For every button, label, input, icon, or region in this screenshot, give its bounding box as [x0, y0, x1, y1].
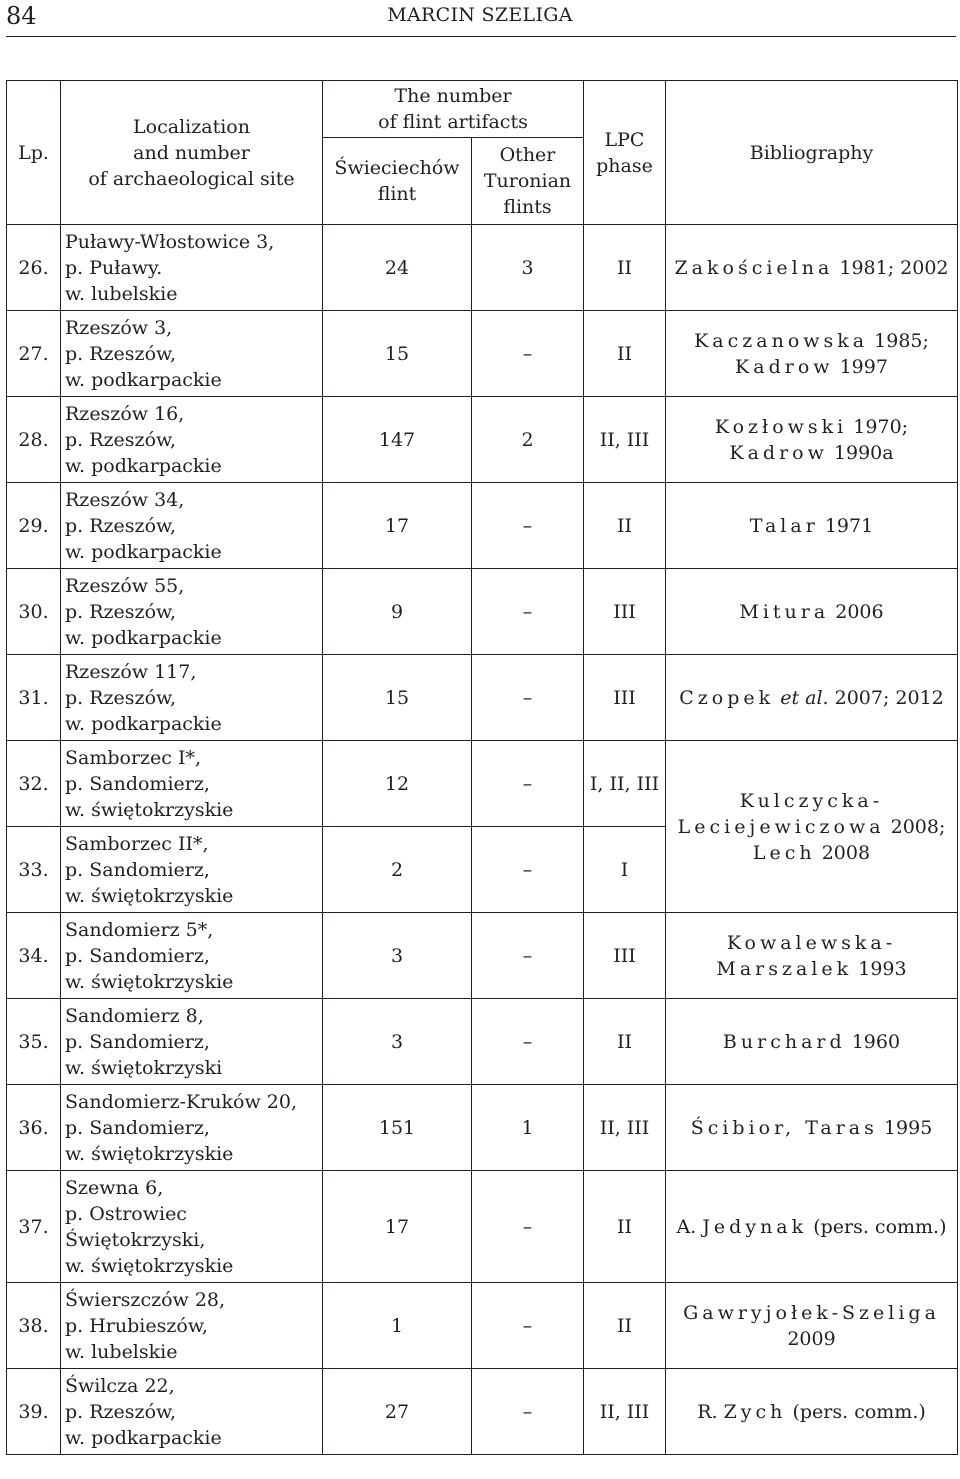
- bibliography-cell: [666, 1171, 958, 1283]
- turonian-count: –: [472, 913, 584, 999]
- page-header: [0, 0, 960, 36]
- bibliography-segment: 2008;: [884, 815, 946, 838]
- sites-table: [6, 80, 958, 1455]
- row-number: 35.: [7, 999, 61, 1085]
- lpc-phase: II, III: [584, 1369, 666, 1455]
- site-line: p. Sandomierz,: [65, 772, 210, 795]
- row-number: 30.: [7, 569, 61, 655]
- lpc-phase: II: [584, 999, 666, 1085]
- site-localization: [61, 827, 323, 913]
- table-row: [7, 999, 958, 1085]
- page-number: 84: [6, 2, 37, 30]
- bibliography-segment: Czopek: [679, 686, 775, 709]
- bibliography-segment: Kadrow: [735, 355, 834, 378]
- bibliography-cell: [666, 483, 958, 569]
- table-row: [7, 483, 958, 569]
- site-line: w. świętokrzyskie: [65, 1254, 234, 1277]
- bibliography-cell: [666, 913, 958, 999]
- bibliography-segment: Burchard: [722, 1030, 846, 1053]
- swieciechow-count: 151: [323, 1085, 472, 1171]
- site-line: Świętokrzyski,: [65, 1228, 206, 1251]
- lpc-phase: I: [584, 827, 666, 913]
- turonian-count: 3: [472, 225, 584, 311]
- bibliography-cell: [666, 311, 958, 397]
- row-number: 33.: [7, 827, 61, 913]
- turonian-count: –: [472, 1171, 584, 1283]
- bibliography-segment: 1970;: [847, 415, 909, 438]
- turonian-count: –: [472, 741, 584, 827]
- col-header-bibliography: Bibliography: [666, 81, 958, 225]
- row-number: 36.: [7, 1085, 61, 1171]
- site-line: p. Sandomierz,: [65, 1030, 210, 1053]
- site-line: w. lubelskie: [65, 282, 178, 305]
- lpc-phase: III: [584, 913, 666, 999]
- site-line: Rzeszów 55,: [65, 574, 185, 597]
- site-line: w. świętokrzyskie: [65, 884, 234, 907]
- table-row: [7, 655, 958, 741]
- table-row: [7, 1085, 958, 1171]
- bibliography-segment: Gawryjołek-Szeliga: [683, 1301, 940, 1324]
- bibliography-segment: 1981; 2002: [833, 256, 949, 279]
- bibliography-segment: Kulczycka-Leciejewiczowa: [677, 789, 885, 838]
- site-localization: [61, 311, 323, 397]
- row-number: 28.: [7, 397, 61, 483]
- col-header-lpc-phase: LPC phase: [584, 81, 666, 225]
- site-line: p. Rzeszów,: [65, 342, 177, 365]
- bibliography-segment: Jedynak: [702, 1215, 808, 1238]
- header-rule: [6, 36, 956, 37]
- bibliography-segment: 1993: [852, 957, 907, 980]
- table-row: [7, 225, 958, 311]
- swieciechow-count: 2: [323, 827, 472, 913]
- bibliography-cell: [666, 999, 958, 1085]
- site-line: Świlcza 22,: [65, 1374, 175, 1397]
- swieciechow-count: 3: [323, 999, 472, 1085]
- site-line: w. świętokrzyskie: [65, 1142, 234, 1165]
- bibliography-segment: Kaczanowska: [694, 329, 869, 352]
- site-line: p. Sandomierz,: [65, 1116, 210, 1139]
- swieciechow-count: 24: [323, 225, 472, 311]
- swieciechow-count: 9: [323, 569, 472, 655]
- table-row: [7, 1369, 958, 1455]
- bibliography-segment: (pers. comm.): [786, 1400, 926, 1423]
- col-header-turonian: Other Turonian flints: [472, 138, 584, 225]
- site-line: w. podkarpackie: [65, 540, 222, 563]
- turonian-count: –: [472, 999, 584, 1085]
- site-line: p. Rzeszów,: [65, 1400, 177, 1423]
- bibliography-segment: 1997: [833, 355, 888, 378]
- bibliography-segment: 1995: [877, 1116, 933, 1139]
- swieciechow-count: 3: [323, 913, 472, 999]
- bibliography-segment: Zych: [723, 1400, 787, 1423]
- bibliography-cell: [666, 397, 958, 483]
- bibliography-segment: A.: [676, 1215, 703, 1238]
- turonian-count: –: [472, 1369, 584, 1455]
- site-line: w. podkarpackie: [65, 454, 222, 477]
- site-localization: [61, 1283, 323, 1369]
- row-number: 34.: [7, 913, 61, 999]
- site-line: p. Hrubieszów,: [65, 1314, 208, 1337]
- site-localization: [61, 397, 323, 483]
- site-line: Świerszczów 28,: [65, 1288, 226, 1311]
- bibliography-segment: 2006: [829, 600, 884, 623]
- bibliography-segment: Kozłowski: [714, 415, 848, 438]
- site-line: p. Puławy.: [65, 256, 163, 279]
- site-line: Puławy-Włostowice 3,: [65, 230, 275, 253]
- row-number: 37.: [7, 1171, 61, 1283]
- site-line: Rzeszów 34,: [65, 488, 185, 511]
- site-line: Szewna 6,: [65, 1176, 164, 1199]
- bibliography-segment: Zakościelna: [674, 256, 834, 279]
- turonian-count: –: [472, 1283, 584, 1369]
- col-header-lp: Lp.: [7, 81, 61, 225]
- site-line: Samborzec I*,: [65, 746, 202, 769]
- row-number: 32.: [7, 741, 61, 827]
- turonian-count: 1: [472, 1085, 584, 1171]
- row-number: 31.: [7, 655, 61, 741]
- bibliography-segment: et al.: [780, 686, 829, 709]
- table-row: [7, 397, 958, 483]
- col-header-flint-count: The number of flint artifacts: [323, 81, 584, 138]
- site-line: p. Rzeszów,: [65, 428, 177, 451]
- bibliography-segment: Kowalewska-Marszalek: [716, 931, 897, 980]
- bibliography-segment: Talar: [749, 514, 819, 537]
- table-row: [7, 311, 958, 397]
- lpc-phase: II: [584, 483, 666, 569]
- site-localization: [61, 913, 323, 999]
- bibliography-segment: (pers. comm.): [807, 1215, 947, 1238]
- site-line: w. lubelskie: [65, 1340, 178, 1363]
- lpc-phase: I, II, III: [584, 741, 666, 827]
- bibliography-segment: Ścibior, Taras: [690, 1116, 878, 1139]
- site-line: w. podkarpackie: [65, 368, 222, 391]
- site-line: w. podkarpackie: [65, 626, 222, 649]
- bibliography-segment: Kadrow: [729, 441, 828, 464]
- site-line: p. Sandomierz,: [65, 858, 210, 881]
- col-header-swieciechow: Świeciechów flint: [323, 138, 472, 225]
- bibliography-segment: 1971: [818, 514, 874, 537]
- site-line: w. świętokrzyskie: [65, 970, 234, 993]
- table-body: [7, 225, 958, 1455]
- site-line: Sandomierz-Kruków 20,: [65, 1090, 298, 1113]
- site-localization: [61, 569, 323, 655]
- table-row: [7, 913, 958, 999]
- site-line: Samborzec II*,: [65, 832, 209, 855]
- lpc-phase: II, III: [584, 1085, 666, 1171]
- row-number: 27.: [7, 311, 61, 397]
- swieciechow-count: 17: [323, 483, 472, 569]
- swieciechow-count: 15: [323, 311, 472, 397]
- site-localization: [61, 483, 323, 569]
- site-line: p. Ostrowiec: [65, 1202, 187, 1225]
- swieciechow-count: 15: [323, 655, 472, 741]
- site-line: Rzeszów 3,: [65, 316, 173, 339]
- table-row: [7, 1171, 958, 1283]
- row-number: 26.: [7, 225, 61, 311]
- bibliography-segment: 2008: [815, 841, 871, 864]
- lpc-phase: II: [584, 311, 666, 397]
- bibliography-segment: R.: [697, 1400, 724, 1423]
- bibliography-segment: 2009: [787, 1327, 836, 1350]
- site-localization: [61, 1369, 323, 1455]
- bibliography-cell: [666, 1085, 958, 1171]
- table-row: [7, 569, 958, 655]
- row-number: 39.: [7, 1369, 61, 1455]
- site-line: w. świętokrzyskie: [65, 798, 234, 821]
- running-title: MARCIN SZELIGA: [387, 4, 573, 26]
- bibliography-cell: [666, 1283, 958, 1369]
- swieciechow-count: 17: [323, 1171, 472, 1283]
- swieciechow-count: 147: [323, 397, 472, 483]
- row-number: 38.: [7, 1283, 61, 1369]
- site-line: w. świętokrzyski: [65, 1056, 223, 1079]
- site-line: Rzeszów 16,: [65, 402, 185, 425]
- site-localization: [61, 1171, 323, 1283]
- col-header-localization: Localization and number of archaeological site: [61, 81, 323, 225]
- site-localization: [61, 999, 323, 1085]
- bibliography-cell: [666, 1369, 958, 1455]
- bibliography-cell: [666, 225, 958, 311]
- site-line: Sandomierz 5*,: [65, 918, 214, 941]
- swieciechow-count: 12: [323, 741, 472, 827]
- site-line: Sandomierz 8,: [65, 1004, 204, 1027]
- site-line: p. Rzeszów,: [65, 686, 177, 709]
- turonian-count: –: [472, 655, 584, 741]
- lpc-phase: II: [584, 1171, 666, 1283]
- turonian-count: –: [472, 483, 584, 569]
- table-row: [7, 741, 958, 827]
- site-line: p. Sandomierz,: [65, 944, 210, 967]
- site-line: p. Rzeszów,: [65, 600, 177, 623]
- site-localization: [61, 1085, 323, 1171]
- site-localization: [61, 225, 323, 311]
- bibliography-segment: Lech: [752, 841, 816, 864]
- turonian-count: –: [472, 569, 584, 655]
- swieciechow-count: 1: [323, 1283, 472, 1369]
- lpc-phase: II: [584, 1283, 666, 1369]
- bibliography-segment: 2007; 2012: [828, 686, 944, 709]
- bibliography-cell: [666, 569, 958, 655]
- turonian-count: –: [472, 827, 584, 913]
- lpc-phase: III: [584, 655, 666, 741]
- lpc-phase: III: [584, 569, 666, 655]
- bibliography-segment: 1985;: [868, 329, 929, 352]
- bibliography-cell: [666, 741, 958, 913]
- site-localization: [61, 741, 323, 827]
- site-line: Rzeszów 117,: [65, 660, 197, 683]
- bibliography-segment: 1960: [845, 1030, 901, 1053]
- bibliography-segment: Mitura: [739, 600, 830, 623]
- turonian-count: –: [472, 311, 584, 397]
- site-localization: [61, 655, 323, 741]
- swieciechow-count: 27: [323, 1369, 472, 1455]
- turonian-count: 2: [472, 397, 584, 483]
- table-row: [7, 1283, 958, 1369]
- lpc-phase: II, III: [584, 397, 666, 483]
- site-line: w. podkarpackie: [65, 1426, 222, 1449]
- bibliography-segment: 1990a: [827, 441, 894, 464]
- row-number: 29.: [7, 483, 61, 569]
- lpc-phase: II: [584, 225, 666, 311]
- site-line: p. Rzeszów,: [65, 514, 177, 537]
- site-line: w. podkarpackie: [65, 712, 222, 735]
- bibliography-cell: [666, 655, 958, 741]
